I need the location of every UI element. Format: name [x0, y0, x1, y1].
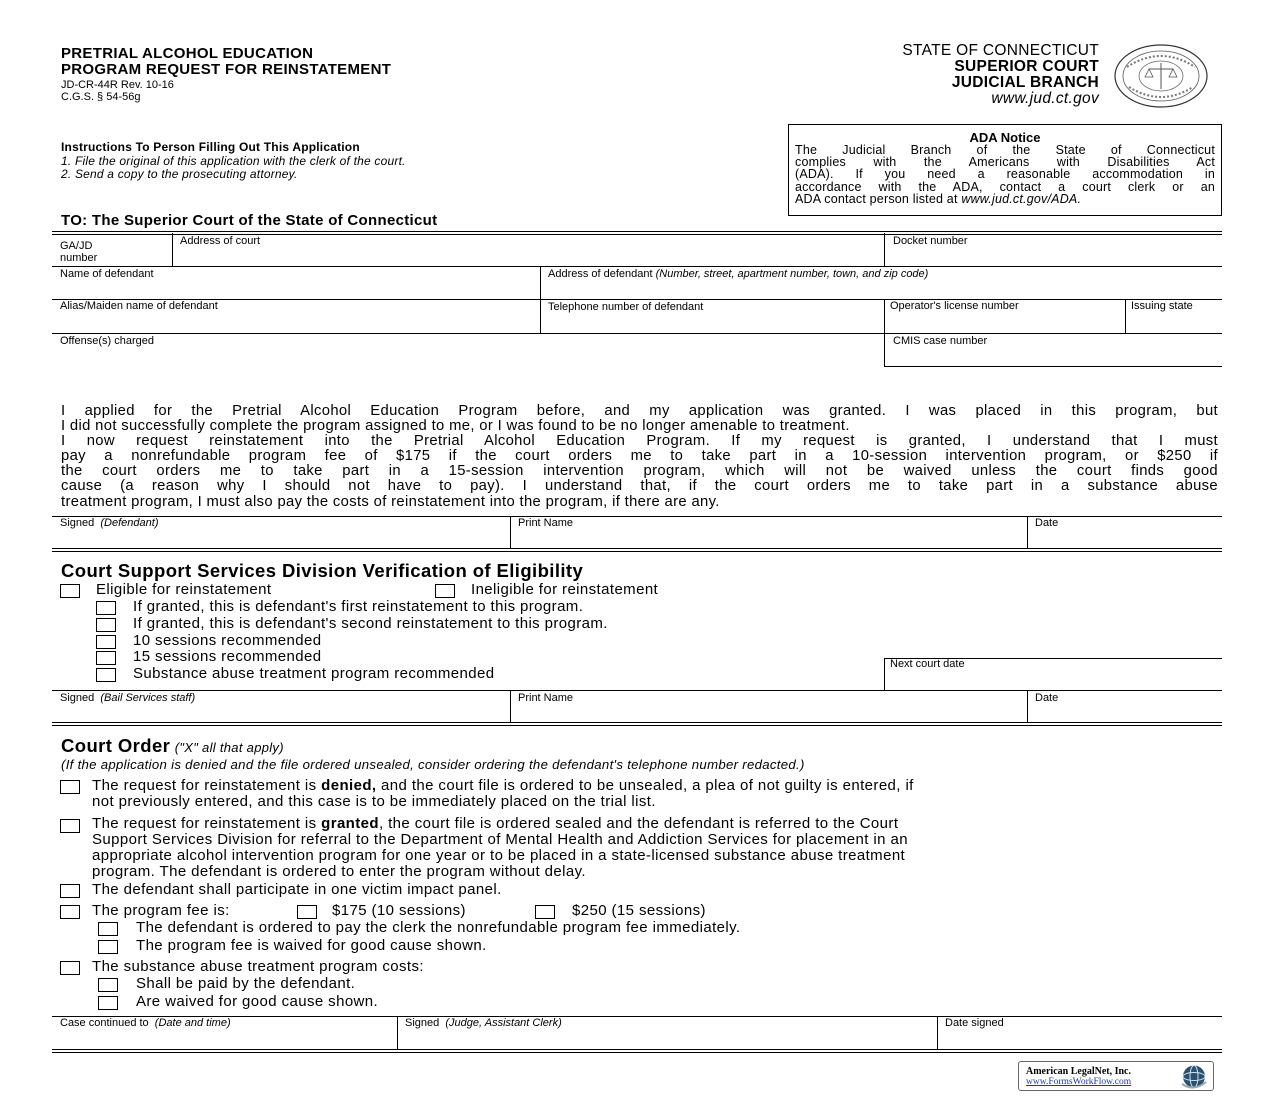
docket-label: Docket number: [893, 235, 968, 247]
ada-line-prefix: ADA contact person listed at: [795, 191, 962, 206]
name-defendant-input[interactable]: [56, 281, 536, 297]
ada-link[interactable]: www.jud.ct.gov/ADA.: [961, 191, 1082, 206]
instruction-item: 1. File the original of this application with the clerk of the court.: [61, 153, 406, 168]
costs-paid-checkbox[interactable]: [98, 978, 118, 992]
granted-checkbox[interactable]: [60, 819, 80, 833]
granted-post: , the court file is ordered sealed and the defendant is referred to the Court: [378, 815, 899, 832]
cssd-title: Court Support Services Division Verification of Eligibility: [61, 560, 584, 581]
ga-jd-text: number: [60, 252, 98, 264]
granted-line: Support Services Division for referral to the Department of Mental Health and Addiction Services for placement in an: [92, 831, 908, 848]
statement-line: pay a nonrefundable program fee of $175 if the court orders me to take part in a 10-session intervention program, or $250 if: [61, 448, 1218, 465]
second-reinstatement-checkbox[interactable]: [96, 618, 116, 632]
court-order-title: [61, 735, 284, 757]
issuing-state-input[interactable]: [1129, 314, 1219, 330]
denied-bold: denied,: [321, 777, 377, 794]
defendant-print-name-input[interactable]: [514, 530, 1023, 546]
divider: [52, 690, 1222, 691]
print-name-label: Print Name: [518, 517, 574, 529]
fee-250-checkbox[interactable]: [535, 905, 555, 919]
alias-label: Alias/Maiden name of defendant: [60, 300, 218, 312]
state-block: [902, 43, 1099, 107]
to-line: TO: The Superior Court of the State of Connecticut: [61, 212, 438, 229]
eligible-checkbox[interactable]: [60, 584, 80, 598]
issuing-state-label: Issuing state: [1131, 300, 1193, 312]
defendant-date-input[interactable]: [1031, 530, 1219, 546]
ada-line: The Judicial Branch of the State of Connecticut: [795, 143, 1215, 157]
granted-pre: The request for reinstatement is: [92, 815, 322, 832]
divider: [52, 548, 1222, 552]
fifteen-sessions-label: 15 sessions recommended: [133, 648, 322, 665]
instruction-item: 2. Send a copy to the prosecuting attorney.: [61, 167, 298, 181]
fifteen-sessions-checkbox[interactable]: [96, 651, 116, 665]
operator-license-input[interactable]: [888, 314, 1121, 330]
substance-abuse-label: Substance abuse treatment program recommended: [133, 665, 495, 682]
form-title-line2: PROGRAM REQUEST FOR REINSTATEMENT: [61, 61, 392, 78]
signed-hint: (Bail Services staff): [100, 692, 196, 704]
divider: [397, 1016, 398, 1050]
continued-hint: (Date and time): [154, 1017, 231, 1029]
signed-text: Signed: [60, 517, 95, 529]
signed-hint: (Defendant): [100, 517, 159, 529]
first-reinstatement-checkbox[interactable]: [96, 601, 116, 615]
case-continued-label: [60, 1017, 231, 1029]
website: www.jud.ct.gov: [991, 90, 1099, 107]
offenses-input[interactable]: [56, 348, 880, 388]
court-order-title-text: Court Order: [61, 735, 171, 756]
cmis-label: CMIS case number: [893, 335, 988, 347]
statute: C.G.S. § 54-56g: [61, 91, 141, 103]
divider: [937, 1016, 938, 1050]
ga-jd-text: GA/JD: [60, 240, 93, 252]
substance-abuse-checkbox[interactable]: [96, 668, 116, 682]
program-fee-checkbox[interactable]: [60, 905, 80, 919]
judicial-seal-icon: [1113, 43, 1209, 109]
alias-input[interactable]: [56, 314, 536, 330]
ada-text: [789, 144, 1221, 205]
costs-waived-label: Are waived for good cause shown.: [136, 993, 379, 1010]
branch-name: JUDICIAL BRANCH: [951, 74, 1099, 91]
divider: [52, 333, 1222, 334]
bail-print-name-input[interactable]: [514, 705, 1023, 721]
signed-text: Signed: [405, 1017, 440, 1029]
costs-paid-label: Shall be paid by the defendant.: [136, 975, 356, 992]
instructions-title: Instructions To Person Filling Out This Application: [61, 140, 360, 154]
divider: [52, 266, 1222, 267]
fee-pay-checkbox[interactable]: [98, 922, 118, 936]
ada-line: complies with the Americans with Disabilities Act: [795, 155, 1215, 170]
divider: [510, 516, 511, 549]
bail-date-input[interactable]: [1031, 705, 1219, 721]
victim-panel-checkbox[interactable]: [60, 884, 80, 898]
address-court-label: Address of court: [180, 235, 261, 247]
form-number: JD-CR-44R Rev. 10-16: [61, 79, 174, 91]
next-court-date-label: Next court date: [890, 658, 965, 670]
court-order-hint: ("X" all that apply): [174, 740, 284, 755]
granted-line: [92, 816, 908, 832]
ada-line: (ADA). If you need a reasonable accommodation in: [795, 167, 1215, 182]
divider: [52, 722, 1222, 726]
ineligible-label: Ineligible for reinstatement: [471, 581, 659, 598]
divider: [1027, 690, 1028, 723]
date-label: Date: [1035, 517, 1059, 529]
statement-line: treatment program, I must also pay the costs of reinstatement into the program, if there are any.: [61, 493, 720, 510]
instructions: [61, 141, 406, 182]
fee-waived-label: The program fee is waived for good cause shown.: [136, 937, 487, 954]
cmis-input[interactable]: [888, 348, 1218, 364]
print-name-label: Print Name: [518, 692, 574, 704]
defendant-signature-input[interactable]: [56, 530, 506, 546]
denied-checkbox[interactable]: [60, 780, 80, 794]
first-reinstatement-label: If granted, this is defendant's first reinstatement to this program.: [133, 598, 584, 615]
next-court-date-input[interactable]: [888, 671, 1218, 687]
signed-hint: (Judge, Assistant Clerk): [445, 1017, 562, 1029]
court-order-note: (If the application is denied and the file ordered unsealed, consider ordering the defendant's telephone number redacted.): [61, 757, 805, 772]
footer-company: American LegalNet, Inc.: [1026, 1066, 1131, 1077]
footer-logo: [1018, 1061, 1214, 1091]
address-court-input[interactable]: [176, 248, 880, 264]
treatment-costs-checkbox[interactable]: [60, 961, 80, 975]
divider: [884, 366, 1222, 367]
victim-panel-label: The defendant shall participate in one victim impact panel.: [92, 881, 502, 898]
divider: [884, 233, 885, 266]
ten-sessions-checkbox[interactable]: [96, 635, 116, 649]
ada-line: [795, 193, 1215, 205]
divider: [172, 233, 173, 266]
ga-jd-label: [60, 240, 97, 264]
denied-text: [92, 778, 914, 810]
form-title: [61, 46, 391, 78]
fee-pay-label: The defendant is ordered to pay the clerk the nonrefundable program fee immediately.: [136, 919, 741, 936]
divider: [884, 333, 885, 366]
operator-license-label: Operator's license number: [890, 300, 1019, 312]
address-defendant-text: Address of defendant: [548, 268, 653, 280]
ada-title: ADA Notice: [969, 130, 1041, 145]
eligible-label: Eligible for reinstatement: [96, 581, 272, 598]
offenses-label: Offense(s) charged: [60, 335, 154, 347]
ineligible-checkbox[interactable]: [435, 584, 455, 598]
date-label: Date: [1035, 692, 1059, 704]
case-continued-input[interactable]: [56, 1030, 393, 1046]
denied-line: [92, 778, 914, 794]
denied-line: not previously entered, and this case is to be immediately placed on the trial list.: [92, 793, 656, 810]
statement-line: I did not successfully complete the program assigned to me, or I was found to be no longer amenable to treatment.: [61, 418, 850, 435]
globe-icon: [1176, 1064, 1210, 1089]
form-title-line1: PRETRIAL ALCOHOL EDUCATION: [61, 45, 314, 62]
telephone-input[interactable]: [544, 314, 880, 330]
form-number-block: [61, 79, 174, 103]
statement-line: the court orders me to take part in a 15-session intervention program, which will not be waived unless the court finds good: [61, 463, 1218, 480]
ada-notice: [788, 124, 1222, 216]
name-defendant-label: Name of defendant: [60, 268, 154, 280]
court-name: SUPERIOR COURT: [954, 58, 1099, 75]
signed-defendant-label: [60, 517, 158, 529]
costs-waived-checkbox[interactable]: [98, 996, 118, 1010]
state-name: STATE OF CONNECTICUT: [902, 42, 1099, 59]
granted-line: appropriate alcohol intervention program for one year or to be placed in a state-licensed substance abuse treatment: [92, 847, 906, 864]
statement-line: I applied for the Pretrial Alcohol Education Program before, and my application was granted. I was placed in this program, but: [61, 403, 1218, 419]
defendant-statement: [61, 404, 1218, 510]
divider: [540, 266, 541, 333]
divider: [1125, 299, 1126, 333]
footer-url[interactable]: www.FormsWorkFlow.com: [1026, 1077, 1132, 1087]
divider: [1027, 516, 1028, 549]
fee-waived-checkbox[interactable]: [98, 940, 118, 954]
granted-line: program. The defendant is ordered to enter the program without delay.: [92, 863, 586, 880]
divider: [52, 1049, 1222, 1053]
date-signed-label: Date signed: [945, 1017, 1004, 1029]
ten-sessions-label: 10 sessions recommended: [133, 632, 322, 649]
program-fee-label: The program fee is:: [92, 902, 230, 919]
docket-input[interactable]: [888, 248, 1218, 264]
statement-line: I now request reinstatement into the Pretrial Alcohol Education Program. If my request is granted, I understand that I must: [61, 433, 1218, 450]
divider: [884, 658, 885, 690]
signed-text: Signed: [60, 692, 95, 704]
telephone-label: Telephone number of defendant: [548, 301, 704, 313]
address-defendant-label: [548, 268, 928, 280]
granted-text: [92, 816, 908, 880]
address-defendant-hint: (Number, street, apartment number, town, and zip code): [655, 268, 929, 280]
ada-line: accordance with the ADA, contact a court clerk or an: [795, 179, 1215, 194]
judge-signature-input[interactable]: [401, 1030, 933, 1046]
denied-pre: The request for reinstatement is: [92, 777, 322, 794]
bail-signature-input[interactable]: [56, 705, 506, 721]
fee-175-checkbox[interactable]: [297, 905, 317, 919]
divider: [52, 299, 1222, 300]
address-defendant-input[interactable]: [544, 281, 1218, 297]
denied-post: and the court file is ordered to be unsealed, a plea of not guilty is entered, if: [376, 777, 914, 794]
continued-text: Case continued to: [60, 1017, 149, 1029]
fee-175-label: $175 (10 sessions): [332, 902, 466, 919]
date-signed-input[interactable]: [941, 1030, 1219, 1046]
treatment-costs-label: The substance abuse treatment program costs:: [92, 958, 424, 975]
second-reinstatement-label: If granted, this is defendant's second reinstatement to this program.: [133, 615, 608, 632]
statement-line: cause (a reason why I should not have to pay). I understand that, if the court orders me to take part in a substance abuse: [61, 478, 1218, 495]
signed-judge-label: [405, 1017, 562, 1029]
divider: [510, 690, 511, 723]
divider: [884, 299, 885, 333]
granted-bold: granted: [321, 815, 379, 832]
fee-250-label: $250 (15 sessions): [572, 902, 706, 919]
signed-bail-label: [60, 692, 195, 704]
